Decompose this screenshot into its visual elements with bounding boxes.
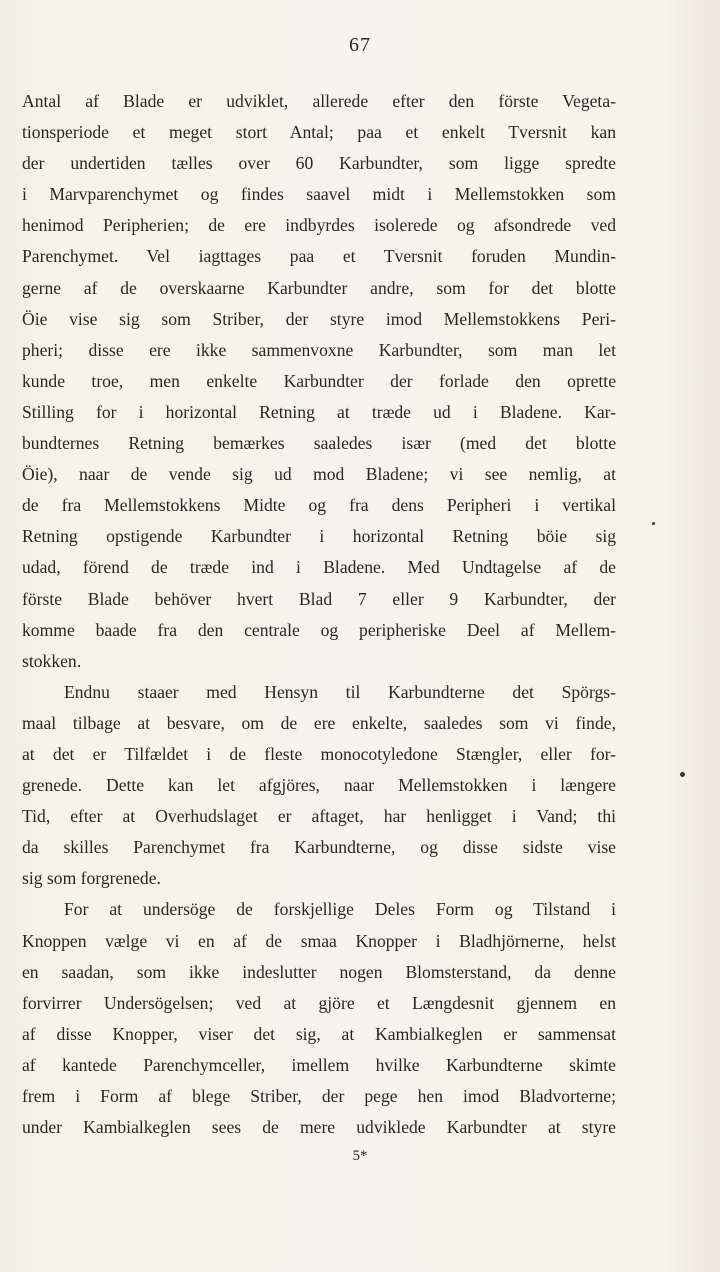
text-line: af kantede Parenchymceller, imellem hvilke Karbundterne skimte xyxy=(22,1054,616,1075)
text-line: tionsperiode et meget stort Antal; paa et enkelt Tversnit kan xyxy=(22,122,616,143)
text-line: pheri; disse ere ikke sammenvoxne Karbundter, som man let xyxy=(22,339,616,360)
text-line: Tid, efter at Overhudslaget er aftaget, har henligget i Vand; thi xyxy=(22,806,616,827)
text-line: udad, förend de træde ind i Bladene. Med Undtagelse af de xyxy=(22,557,616,578)
text-line: der undertiden tælles over 60 Karbundter, som ligge spredte xyxy=(22,153,616,174)
text-line: Retning opstigende Karbundter i horizontal Retning böie sig xyxy=(22,526,616,547)
text-line: Endnu staaer med Hensyn til Karbundterne det Spörgs- xyxy=(64,681,616,702)
text-line: frem i Form af blege Striber, der pege hen imod Bladvorterne; xyxy=(22,1086,616,1106)
text-line: af disse Knopper, viser det sig, at Kambialkeglen er sammensat xyxy=(22,1023,616,1044)
text-line: at det er Tilfældet i de fleste monocotyledone Stængler, eller for- xyxy=(22,743,616,764)
text-line: For at undersöge de forskjellige Deles Form og Tilstand i xyxy=(64,899,616,920)
text-line: Öie vise sig som Striber, der styre imod Mellemstokkens Peri- xyxy=(22,308,616,329)
text-line: forvirrer Undersögelsen; ved at gjöre et Længdesnit gjennem en xyxy=(22,992,616,1013)
text-line: förste Blade behöver hvert Blad 7 eller 9 Karbundter, der xyxy=(22,588,616,609)
text-line: henimod Peripherien; de ere indbyrdes isolerede og afsondrede ved xyxy=(22,215,616,236)
ink-speck xyxy=(652,522,655,525)
text-line: grenede. Dette kan let afgjöres, naar Mellemstokken i længere xyxy=(22,775,616,796)
ink-speck xyxy=(680,772,685,777)
text-line: da skilles Parenchymet fra Karbundterne, og disse sidste vise xyxy=(22,837,616,858)
text-line: Stilling for i horizontal Retning at træde ud i Bladene. Kar- xyxy=(22,401,616,422)
text-line: sig som forgrenede. xyxy=(22,868,161,889)
text-line: bundternes Retning bemærkes saaledes især (med det blotte xyxy=(22,433,616,454)
body-text xyxy=(22,86,616,1143)
text-line: Parenchymet. Vel iagttages paa et Tversnit foruden Mundin- xyxy=(22,246,616,267)
text-line: Öie), naar de vende sig ud mod Bladene; vi see nemlig, at xyxy=(22,464,616,485)
text-line: en saadan, som ikke indeslutter nogen Blomsterstand, da denne xyxy=(22,961,616,982)
text-line: under Kambialkeglen sees de mere udviklede Karbundter at styre xyxy=(22,1117,616,1138)
page-number: 67 xyxy=(349,34,371,56)
text-line: stokken. xyxy=(22,650,82,671)
text-line: Knoppen vælge vi en af de smaa Knopper i Bladhjörnerne, helst xyxy=(22,930,616,951)
text-line: komme baade fra den centrale og peripheriske Deel af Mellem- xyxy=(22,619,616,640)
text-line: de fra Mellemstokkens Midte og fra dens Peripheri i vertikal xyxy=(22,495,616,516)
text-line: i Marvparenchymet og findes saavel midt i Mellemstokken som xyxy=(22,184,616,205)
text-line: Antal af Blade er udviklet, allerede efter den förste Vegeta- xyxy=(22,91,616,111)
text-line: maal tilbage at besvare, om de ere enkelte, saaledes som vi finde, xyxy=(22,712,616,733)
signature-mark: 5* xyxy=(352,1148,368,1164)
text-line: gerne af de overskaarne Karbundter andre, som for det blotte xyxy=(22,277,616,298)
text-line: kunde troe, men enkelte Karbundter der forlade den oprette xyxy=(22,370,616,391)
